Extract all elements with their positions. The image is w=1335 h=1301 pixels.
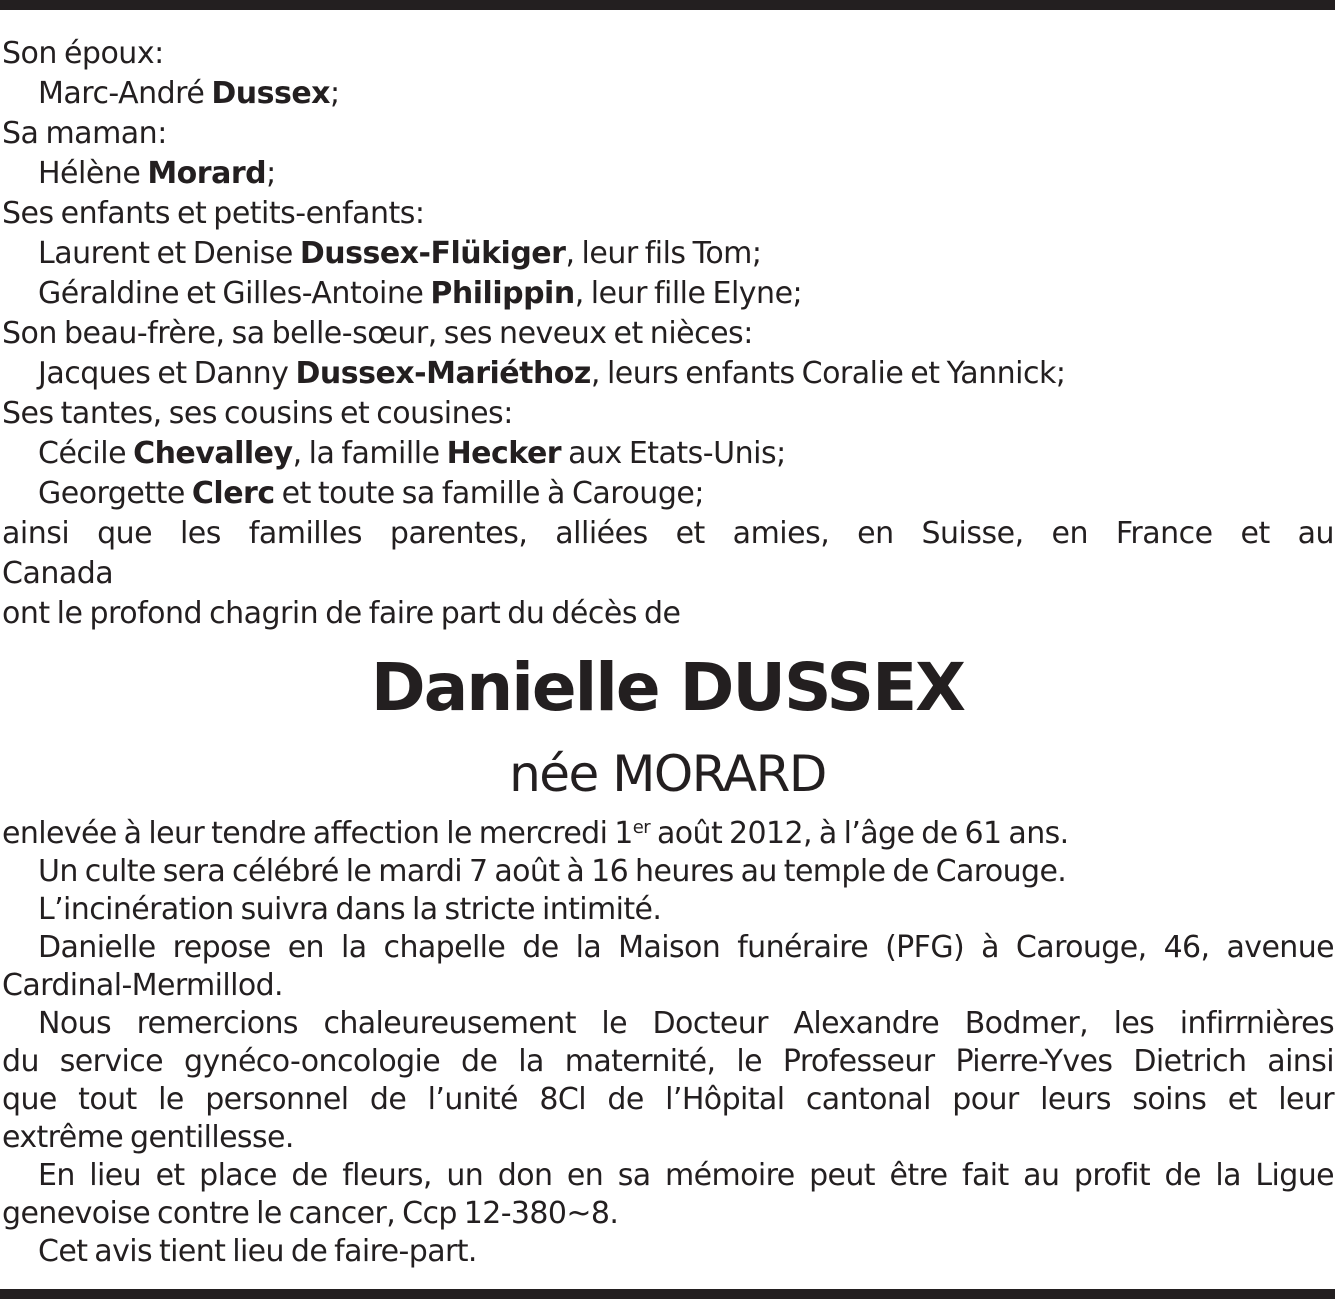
families-line: ainsi que les familles parentes, alliées et amies, en Suisse, en France et au bbox=[2, 516, 1334, 551]
resting-place-line: Danielle repose en la chapelle de la Maison funéraire (PFG) à Carouge, 46, avenue bbox=[38, 930, 1334, 965]
mother-rest: ; bbox=[266, 156, 276, 191]
spouse-last-name: Dussex bbox=[211, 76, 331, 111]
aunts-first-name: Georgette bbox=[38, 476, 192, 511]
aunts-mid: , la famille bbox=[292, 436, 447, 471]
resting-place-line-end: Cardinal-Mermillod. bbox=[2, 968, 283, 1003]
deceased-name: Danielle DUSSEX bbox=[370, 649, 965, 726]
aunts-entry bbox=[2, 474, 1334, 514]
aunts-rest: aux Etats-Unis; bbox=[561, 436, 786, 471]
mother-label: Sa maman: bbox=[2, 116, 167, 151]
death-line bbox=[2, 815, 1334, 853]
inlaws-last-name: Dussex-Mariéthoz bbox=[295, 356, 591, 391]
death-text-end: août 2012, à l’âge de 61 ans. bbox=[650, 816, 1069, 851]
families-line-end: Canada bbox=[2, 556, 114, 591]
aunts-rest: et toute sa famille à Carouge; bbox=[274, 476, 704, 511]
family-list bbox=[2, 34, 1334, 634]
aunts-last-name: Chevalley bbox=[133, 436, 293, 471]
aunts-label: Ses tantes, ses cousins et cousines: bbox=[2, 396, 513, 431]
announcement-line: ont le profond chagrin de faire part du décès de bbox=[2, 596, 681, 631]
spouse-first-name: Marc-André bbox=[38, 76, 212, 111]
thanks-line: Nous remercions chaleureusement le Docteur Alexandre Bodmer, les infirrnières bbox=[38, 1006, 1334, 1041]
cremation-line: L’incinération suivra dans la stricte intimité. bbox=[38, 892, 662, 927]
mother-last-name: Morard bbox=[147, 156, 267, 191]
thanks-line-end: extrême gentillesse. bbox=[2, 1120, 294, 1155]
aunts-first-name: Cécile bbox=[38, 436, 134, 471]
top-rule bbox=[0, 0, 1335, 10]
thanks-line: que tout le personnel de l’unité 8Cl de l’Hôpital cantonal pour leurs soins et leur bbox=[2, 1082, 1334, 1117]
children-rest: , leur fils Tom; bbox=[565, 236, 762, 271]
mother-entry bbox=[2, 154, 1334, 194]
thanks-line: du service gynéco-oncologie de la maternité, le Professeur Pierre-Yves Dietrich ainsi bbox=[2, 1044, 1334, 1079]
children-last-name: Philippin bbox=[430, 276, 575, 311]
spouse-entry bbox=[2, 74, 1334, 114]
service-line: Un culte sera célébré le mardi 7 août à 16 heures au temple de Carouge. bbox=[38, 854, 1067, 889]
aunts-last-name: Clerc bbox=[191, 476, 275, 511]
death-text: enlevée à leur tendre affection le mercredi 1 bbox=[2, 816, 633, 851]
donation-line: En lieu et place de fleurs, un don en sa mémoire peut être fait au profit de la Ligue bbox=[38, 1158, 1334, 1193]
bottom-rule bbox=[0, 1289, 1335, 1299]
notice-line: Cet avis tient lieu de faire-part. bbox=[38, 1234, 477, 1269]
children-label: Ses enfants et petits-enfants: bbox=[2, 196, 425, 231]
children-first-names: Géraldine et Gilles-Antoine bbox=[38, 276, 431, 311]
mother-first-name: Hélène bbox=[38, 156, 148, 191]
funeral-details bbox=[2, 815, 1334, 1271]
inlaws-first-names: Jacques et Danny bbox=[38, 356, 296, 391]
maiden-name: née MORARD bbox=[509, 745, 826, 803]
children-entry bbox=[2, 234, 1334, 274]
children-entry bbox=[2, 274, 1334, 314]
spouse-rest: ; bbox=[330, 76, 340, 111]
aunts-last-name-2: Hecker bbox=[446, 436, 562, 471]
inlaws-rest: , leurs enfants Coralie et Yannick; bbox=[590, 356, 1066, 391]
donation-line-end: genevoise contre le cancer, Ccp 12-380~8. bbox=[2, 1196, 619, 1231]
spouse-label: Son époux: bbox=[2, 36, 164, 71]
inlaws-label: Son beau-frère, sa belle-sœur, ses neveux et nièces: bbox=[2, 316, 753, 351]
ordinal-suffix: er bbox=[632, 817, 651, 838]
children-last-name: Dussex-Flükiger bbox=[299, 236, 566, 271]
children-first-names: Laurent et Denise bbox=[38, 236, 300, 271]
children-rest: , leur fille Elyne; bbox=[574, 276, 803, 311]
aunts-entry bbox=[2, 434, 1334, 474]
inlaws-entry bbox=[2, 354, 1334, 394]
